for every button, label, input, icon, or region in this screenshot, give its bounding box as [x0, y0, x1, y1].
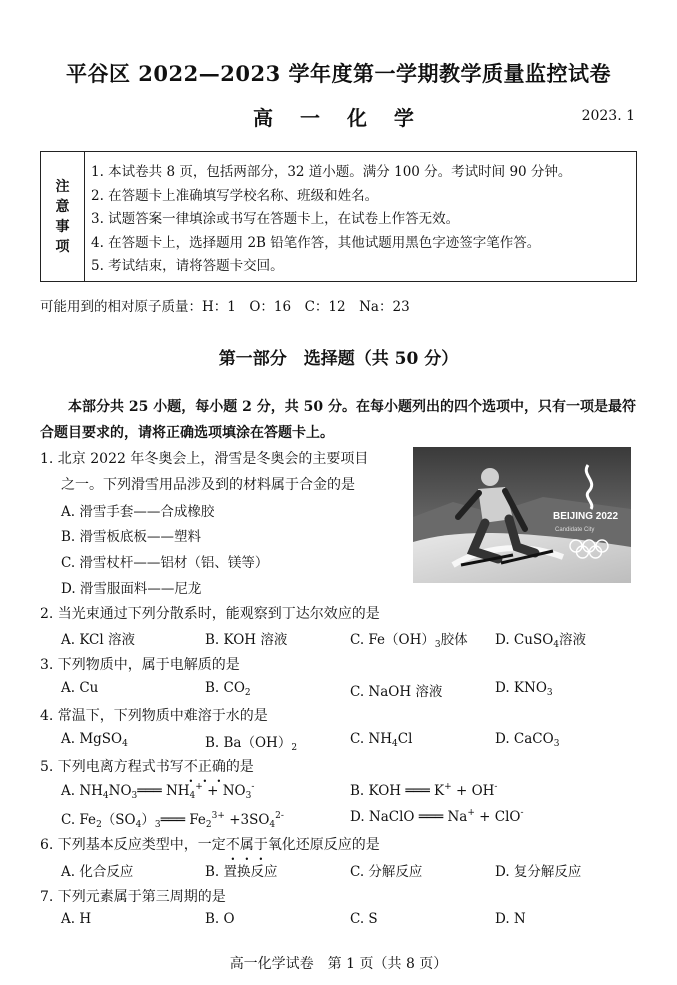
q2-option-b: B. KOH 溶液	[205, 632, 288, 648]
q1-option-d: D. 滑雪服面料——尼龙	[61, 581, 202, 597]
q2-d-sub: 4	[553, 640, 559, 650]
eq-text: B. KOH ═══ K	[350, 783, 445, 799]
question-1-stem: 1. 北京 2022 年冬奥会上，滑雪是冬奥会的主要项目	[40, 451, 369, 467]
eq-sup: 2-	[275, 811, 284, 821]
question-4-stem: 4. 常温下，下列物质中难溶于水的是	[40, 708, 268, 724]
eq-text: C. Fe	[61, 812, 97, 828]
eq-sub: 4	[135, 820, 142, 830]
q4-d-text: D. CaCO	[495, 731, 554, 747]
eq-text: D. NaClO ═══ Na	[350, 809, 468, 825]
notice-item: 2. 在答题卡上准确填写学校名称、班级和姓名。	[91, 187, 379, 204]
exam-subject: 高 一 化 学	[253, 106, 424, 130]
notice-label	[41, 152, 85, 281]
q3-b-text: B. CO	[205, 680, 245, 696]
q3-d-text: D. KNO	[495, 680, 547, 696]
q3-d-sub: 3	[546, 688, 553, 698]
q4-d-sub: 3	[553, 739, 560, 749]
eq-text: ═══ Fe	[160, 812, 206, 828]
q6-option-a: A. 化合反应	[61, 864, 134, 880]
exam-title: 平谷区 2022—2023 学年度第一学期教学质量监控试卷	[65, 61, 611, 86]
q5-option-a	[61, 782, 254, 801]
eq-sup: -	[494, 782, 498, 792]
question-5-stem	[40, 756, 254, 776]
q4-option-c	[350, 731, 412, 749]
q1-option-a: A. 滑雪手套——合成橡胶	[61, 504, 215, 520]
notice-item: 4. 在答题卡上，选择题用 2B 铅笔作答，其他试题用黑色字迹签字笔作答。	[91, 234, 541, 251]
section-title: 第一部分 选择题（共 50 分）	[218, 349, 459, 369]
notice-label-char: 注	[55, 178, 70, 195]
eq-text: A. NH	[61, 783, 103, 799]
q2-option-d	[495, 628, 586, 650]
q4-c-text2: Cl	[397, 731, 413, 747]
eq-text: ═══ NH	[137, 783, 190, 799]
logo-subtext: Candidate City	[555, 527, 595, 533]
eq-text: ）	[141, 812, 155, 828]
eq-text: + NO	[202, 783, 246, 799]
q5-stem-post: 的是	[225, 759, 254, 775]
eq-sup: -	[520, 808, 524, 818]
q3-option-a: A. Cu	[61, 680, 99, 696]
emphasis-char: 确	[211, 759, 226, 775]
q7-option-c: C. S	[350, 911, 378, 927]
q4-option-d	[495, 731, 559, 749]
atomic-mass-note: 可能用到的相对原子质量：H：1 O：16 C：12 Na：23	[40, 299, 410, 315]
q3-b-sub: 2	[244, 688, 251, 698]
skier-photo	[413, 447, 631, 583]
notice-item: 1. 本试卷共 8 页，包括两部分，32 道小题。满分 100 分。考试时间 90 分钟。	[91, 164, 572, 180]
q2-d-text2: 溶液	[559, 632, 586, 648]
eq-text: NO	[108, 783, 132, 799]
q2-option-a: A. KCl 溶液	[61, 632, 135, 648]
page-footer: 高一化学试卷 第 1 页（共 8 页）	[229, 956, 448, 972]
q6-option-c: C. 分解反应	[350, 864, 423, 880]
notice-item: 3. 试题答案一律填涂或书写在答题卡上，在试卷上作答无效。	[91, 211, 460, 227]
eq-sub: 2	[205, 820, 212, 830]
q5-option-b	[350, 782, 497, 799]
eq-sub: 4	[102, 791, 109, 801]
q3-option-c: C. NaOH 溶液	[350, 684, 443, 700]
eq-sup: 3+	[211, 811, 225, 821]
exam-date: 2023. 1	[581, 108, 635, 124]
q4-c-text: C. NH	[350, 731, 393, 747]
q2-d-text: D. CuSO	[495, 632, 554, 648]
notice-label-char: 项	[55, 238, 70, 255]
eq-sub: 4	[269, 820, 276, 830]
q6-option-b: B. 置换反应	[205, 864, 278, 880]
q4-a-text: A. MgSO	[61, 731, 123, 747]
emphasis-char: 不	[225, 837, 240, 853]
q4-option-a	[61, 731, 128, 749]
q2-c-text: C. Fe（OH）	[350, 632, 435, 648]
eq-text: + OH	[451, 783, 495, 799]
notice-list	[91, 161, 571, 279]
emphasis-char: 于	[253, 837, 268, 853]
eq-sub: 3	[154, 820, 161, 830]
q6-stem-pre: 6. 下列基本反应类型中，一定	[40, 837, 226, 853]
q7-option-b: B. O	[205, 911, 235, 927]
logo-text: BEIJING 2022	[553, 511, 619, 522]
q6-stem-post: 氧化还原反应的是	[267, 837, 380, 853]
q5-option-d	[350, 808, 524, 825]
q4-b-text: B. Ba（OH）	[205, 735, 292, 751]
emphasis-char: 属	[239, 837, 254, 853]
q5-option-c	[61, 808, 284, 830]
question-7-stem: 7. 下列元素属于第三周期的是	[40, 889, 226, 905]
emphasis-char: 正	[197, 759, 212, 775]
q2-c-sub: 3	[434, 640, 441, 650]
eq-sub: 2	[96, 820, 102, 830]
notice-item: 5. 考试结束，请将答题卡交回。	[91, 258, 284, 274]
eq-sub: 3	[245, 791, 252, 801]
emphasis-char: 不	[183, 759, 198, 775]
q2-option-c	[350, 628, 468, 650]
question-3-stem: 3. 下列物质中，属于电解质的是	[40, 657, 240, 673]
eq-sub: 3	[131, 791, 138, 801]
q4-a-sub: 4	[122, 739, 128, 749]
question-1-stem-cont: 之一。下列滑雪用品涉及到的材料属于合金的是	[61, 477, 355, 493]
q4-c-sub: 4	[392, 739, 398, 749]
eq-sub: 4	[189, 791, 196, 801]
question-6-stem	[40, 834, 380, 854]
q7-option-a: A. H	[61, 911, 92, 927]
eq-text: +3SO	[224, 812, 270, 828]
q1-option-c: C. 滑雪杖杆——铝材（铝、镁等）	[61, 555, 269, 571]
eq-text: + ClO	[474, 809, 521, 825]
q1-option-b: B. 滑雪板底板——塑料	[61, 529, 202, 545]
eq-sup: +	[467, 808, 475, 818]
question-2-stem: 2. 当光束通过下列分散系时，能观察到丁达尔效应的是	[40, 606, 380, 622]
skier-image	[413, 447, 631, 583]
q4-option-b	[205, 731, 297, 753]
notice-box	[40, 151, 637, 282]
q3-option-b	[205, 680, 251, 698]
eq-sup: -	[251, 782, 255, 792]
eq-text: （SO	[101, 812, 136, 828]
section-instructions: 本部分共 25 小题，每小题 2 分，共 50 分。在每小题列出的四个选项中，只有一项是最符合题目要求的，请将正确选项填涂在答题卡上。	[40, 399, 636, 441]
q7-option-d: D. N	[495, 911, 526, 927]
q5-stem-pre: 5. 下列电离方程式书写	[40, 759, 184, 775]
q6-option-d: D. 复分解反应	[495, 864, 582, 880]
notice-label-char: 事	[55, 218, 70, 235]
q4-b-sub: 2	[291, 743, 298, 753]
notice-label-char: 意	[55, 198, 70, 215]
eq-sup: +	[444, 782, 452, 792]
q3-option-d	[495, 680, 553, 698]
eq-sup: +	[195, 782, 203, 792]
q2-c-text2: 胶体	[440, 632, 468, 648]
